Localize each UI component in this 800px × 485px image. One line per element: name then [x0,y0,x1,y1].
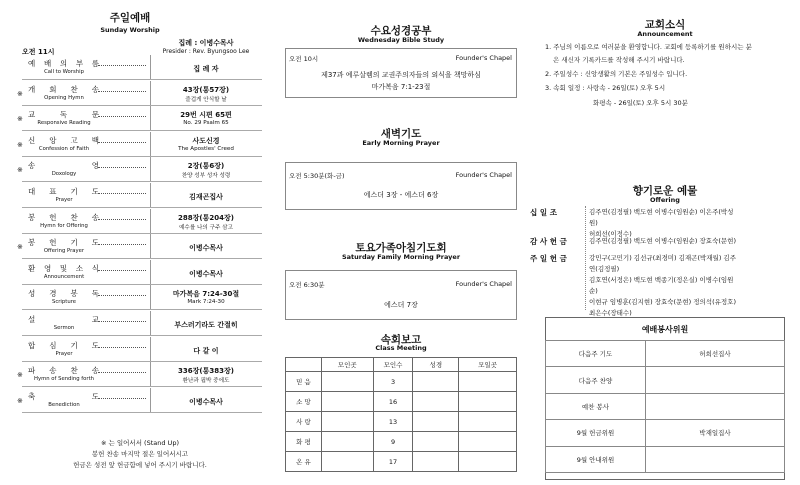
order-item-detail: The Apostles' Creed [178,145,234,152]
volunteer-name [646,446,785,472]
volunteer-name [646,367,785,393]
offering-label: 감 사 헌 금 [530,237,567,246]
offering-label: 십 일 조 [530,208,557,217]
class-header-cell [286,358,322,372]
volunteers-table [545,340,785,473]
class-next-place [459,392,517,412]
volunteer-name [646,393,785,419]
dawn-time: 오전 5:30분(화-금) [289,172,345,180]
wednesday-scripture: 마가복음 7:1-23절 [371,83,431,91]
wednesday-subtitle: Wednesday Bible Study [357,36,445,44]
class-count: 13 [373,412,413,432]
news-item-3b: 화평속 - 26일(토) 오후 5시 30분 [593,99,688,107]
order-item-ko: 봉 헌 찬 송 [28,212,100,222]
offering-subtitle: Offering [650,196,680,204]
offering-names: 김주연(김정필) 백도현 이병수(임원순) 이은주(박성원) [589,208,734,227]
row-rule [22,309,262,310]
order-item-ko: 교 독 문 [28,110,100,120]
offering-names: 이현규 임병훈(김지현) 장효숙(문현) 정의석(유정호) [589,298,736,306]
row-rule [22,258,262,259]
worship-order-row [0,211,262,234]
row-rule [22,335,262,336]
dotted-leader [98,244,146,245]
dotted-leader [98,65,146,66]
class-next-place [459,412,517,432]
order-item-detail: 예수를 나의 구주 삼고 [179,224,233,231]
offering-label: 주 일 헌 금 [530,254,567,263]
class-title: 속회보고 [380,334,422,346]
offering-names: 허희선(이정수) [589,230,632,238]
row-rule [22,386,262,387]
order-item-ko: 성 경 봉 독 [28,289,100,299]
row-rule [22,412,262,413]
order-item-en: Sermon [53,325,75,331]
class-place [321,372,373,392]
row-rule [22,207,262,208]
news-item-3a: 3. 속회 일정 : 사랑속 - 26일(토) 오후 5시 [545,84,666,92]
stand-up-mark: ※ [17,371,23,380]
class-name: 온 유 [286,452,322,472]
order-item-en: Hymn of Sending forth [33,376,95,383]
saturday-box [285,270,517,320]
stand-up-mark: ※ [17,396,23,405]
order-item-en: Announcement [43,273,85,280]
worship-presider-ko: 집례 : 이병수목사 [178,39,234,47]
order-item-ko: 봉 헌 기 도 [28,238,100,248]
volunteers-title: 예배봉사위원 [641,325,689,334]
volunteer-row [546,393,785,419]
order-item-leader: 이병수목사 [189,244,223,253]
order-item-value: 43장(통57장) [182,85,230,94]
worship-order-row [0,134,262,157]
worship-order-row [0,262,262,285]
order-item-leader: 이병수목사 [189,269,223,278]
class-name: 화 평 [286,432,322,452]
order-item-en: Hymn for Offering [40,222,88,229]
row-rule [22,79,262,80]
order-item-ko: 합 심 기 도 [28,340,100,350]
class-subtitle: Class Meeting [375,344,427,352]
stand-up-mark: ※ [17,166,23,175]
offering-divider [585,206,586,310]
order-item-en: Offering Prayer [43,248,85,255]
order-item-leader: 김재곤집사 [189,193,223,201]
saturday-title: 토요가족아침기도회 [355,242,447,254]
class-table [285,357,517,472]
stand-up-mark: ※ [17,115,23,124]
news-title: 교회소식 [644,19,686,31]
class-bible [413,452,459,472]
row-rule [22,233,262,234]
dotted-leader [98,295,146,296]
order-item-en: Prayer [55,197,73,203]
worship-order-row [0,313,262,336]
row-rule [22,156,262,157]
row-rule [22,181,262,182]
volunteer-name: 허희선집사 [646,341,785,367]
stand-up-mark: ※ [17,89,23,98]
class-name: 믿 음 [286,372,322,392]
order-item-en: Opening Hymn [44,94,84,101]
order-item-ko: 신 앙 고 백 [28,135,100,145]
class-count: 3 [373,372,413,392]
stand-up-mark: ※ [17,140,23,149]
worship-order-row [0,159,262,182]
class-header-cell: 성경 [413,358,459,372]
order-item-en: Call to Worship [44,69,84,75]
saturday-subtitle: Saturday Family Morning Prayer [341,253,461,261]
wednesday-box [285,48,517,98]
order-item-detail: Mark 7:24-30 [187,299,225,306]
order-item-en: Doxology [51,171,77,178]
class-place [321,392,373,412]
offering-title: 향기로운 예물 [632,185,698,197]
wednesday-lesson: 제37과 예루살렘의 교권주의자들의 외식을 책망하심 [321,71,481,79]
order-item-value: 29번 시편 65편 [180,111,232,120]
worship-order-row [0,108,262,131]
class-header-cell: 모인곳 [321,358,373,372]
class-header-cell: 모인수 [373,358,413,372]
order-item-value: 사도신경 [192,136,220,145]
worship-order-row [0,364,262,387]
dotted-leader [98,219,146,220]
volunteer-name: 박재일집사 [646,420,785,446]
class-name: 소 망 [286,392,322,412]
dawn-place: Founder's Chapel [455,171,512,179]
row-rule [22,284,262,285]
order-item-ko: 송 영 [28,161,100,171]
volunteer-role: 다음주 기도 [546,341,646,367]
order-item-detail: 환난과 핍박 중에도 [182,378,230,385]
dotted-leader [98,321,146,322]
dotted-leader [98,372,146,373]
class-row [286,392,517,412]
dotted-leader [98,270,146,271]
order-item-ko: 설 교 [28,315,100,324]
volunteer-role: 다음주 찬양 [546,367,646,393]
order-item-en: Confession of Faith [38,145,90,152]
order-item-ko: 대 표 기 도 [28,187,100,196]
order-item-value: 2장(통6장) [187,162,225,171]
volunteer-row [546,367,785,393]
dotted-leader [98,142,146,143]
class-bible [413,392,459,412]
worship-presider-en: Presider : Rev. Byungsoo Lee [162,48,250,55]
dotted-leader [98,116,146,117]
order-item-ko: 파 송 찬 송 [28,366,100,376]
order-item-en: Prayer [55,350,73,357]
offering-names: 김호연(서정은) 백도현 백종기(정은실) 이병수(임원순) [589,276,734,295]
order-item-leader: 다 같 이 [193,346,219,355]
dawn-box [285,162,517,210]
class-bible [413,432,459,452]
order-item-detail: No. 29 Psalm 65 [183,120,229,127]
class-bible [413,412,459,432]
news-item-1a: 1. 주님의 이름으로 여러분을 환영합니다. 교회에 등록하기를 원하시는 분 [545,43,752,51]
worship-order-row [0,185,262,208]
worship-order-row [0,57,262,80]
order-item-detail: 찬양 성부 성자 성령 [181,173,231,180]
volunteer-row [546,446,785,472]
class-count: 9 [373,432,413,452]
volunteers-box [545,317,785,480]
order-item-leader: 부스러기라도 간절히 [174,321,238,329]
order-item-value: 336장(통383장) [178,367,234,376]
offering-names: 김주연(김정필) 백도현 이병수(임원순) 장효숙(문현) [589,237,736,245]
order-item-en: Benediction [48,401,80,408]
class-row [286,452,517,472]
class-count: 16 [373,392,413,412]
worship-title: 주일예배 [109,12,151,24]
volunteer-role: 9월 헌금위원 [546,420,646,446]
class-header-cell: 모일곳 [459,358,517,372]
worship-subtitle: Sunday Worship [100,26,160,34]
order-item-ko: 환 영 및 소 식 [28,263,100,273]
dotted-leader [98,193,146,194]
worship-order-row [0,236,262,259]
volunteer-role: 예찬 봉사 [546,393,646,419]
dotted-leader [98,347,146,348]
wednesday-title: 수요성경공부 [370,25,432,37]
row-rule [22,105,262,106]
volunteer-row [546,341,785,367]
sunday-worship-section [0,0,268,485]
volunteer-row [546,420,785,446]
order-item-ko: 개 회 찬 송 [28,84,100,94]
class-row [286,432,517,452]
stand-up-note: ※ 는 일어서서 (Stand Up) [101,439,179,447]
row-rule [22,130,262,131]
class-next-place [459,432,517,452]
class-row [286,372,517,392]
dawn-subtitle: Early Morning Prayer [362,139,440,147]
offering-box-note: 헌금은 성전 앞 헌금함에 넣어 주시기 바랍니다. [73,461,207,469]
class-table-header [286,358,517,372]
order-item-ko: 예 배 의 부 름 [28,59,100,68]
worship-time: 오전 11시 [22,48,55,56]
wednesday-time: 오전 10시 [289,55,319,63]
order-item-value: 마가복음 7:24-30절 [172,290,240,299]
saturday-place: Founder's Chapel [455,280,512,288]
order-item-value: 288장(통204장) [178,213,234,222]
class-next-place [459,372,517,392]
dawn-scripture: 에스더 3장 - 에스더 6장 [363,191,439,199]
row-rule [22,361,262,362]
news-item-2: 2. 주일성수 : 신앙생활의 기본은 주일성수 입니다. [545,70,688,78]
news-subtitle: Announcement [637,30,693,38]
class-place [321,412,373,432]
order-item-en: Scripture [51,299,77,306]
class-count: 17 [373,452,413,472]
offering-names: 최은수(장태수) [589,309,632,317]
order-item-leader: 집 례 자 [193,65,219,73]
wednesday-place: Founder's Chapel [455,54,512,62]
class-bible [413,372,459,392]
volunteer-role: 9월 안내위원 [546,446,646,472]
class-place [321,452,373,472]
class-row [286,412,517,432]
dotted-leader [98,167,146,168]
dawn-title: 새벽기도 [380,128,422,140]
order-item-detail: 즐겁게 안식할 날 [185,96,227,103]
news-item-1b: 은 새신자 기록카드를 작성해 주시기 바랍니다. [553,56,685,64]
dotted-leader [98,91,146,92]
order-item-ko: 축 도 [28,391,100,401]
class-name: 사 랑 [286,412,322,432]
offering-hymn-note: 봉헌 찬송 마지막 절은 일어서시고 [91,450,189,458]
saturday-time: 오전 6:30분 [289,281,325,289]
worship-order-row [0,390,262,413]
stand-up-mark: ※ [17,243,23,252]
worship-order-row [0,83,262,106]
dotted-leader [98,398,146,399]
worship-order-row [0,287,262,310]
order-item-leader: 이병수목사 [189,397,223,406]
saturday-scripture: 에스더 7장 [384,301,418,309]
class-next-place [459,452,517,472]
order-item-en: Responsive Reading [37,120,91,127]
offering-names: 강민구(고민기) 김선규(최경미) 김재곤(박재월) 김주연(김정필) [589,254,736,273]
worship-order-row [0,339,262,362]
class-place [321,432,373,452]
